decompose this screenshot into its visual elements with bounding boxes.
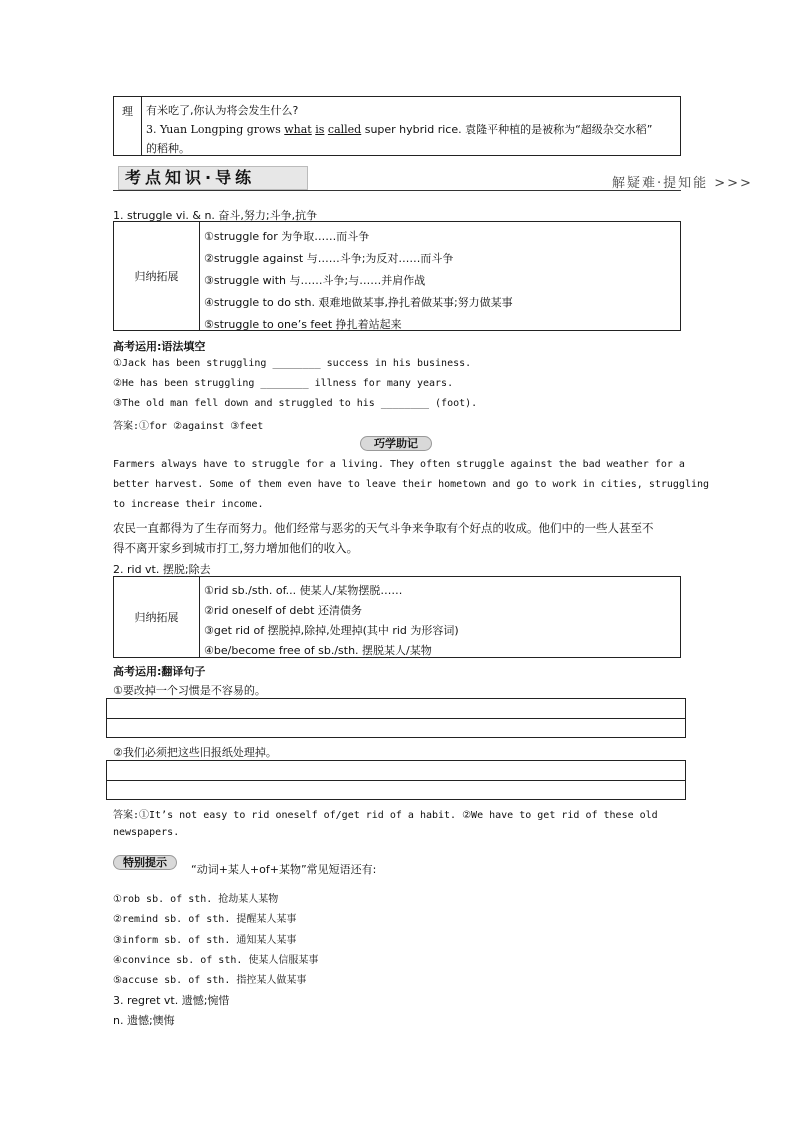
section-1-row-1: ①struggle for 为争取……而斗争 bbox=[204, 230, 370, 243]
section-1-label: 归纳拓展 bbox=[114, 222, 200, 330]
phrase-3: ③inform sb. of sth. 通知某人某事 bbox=[113, 935, 297, 946]
section-banner-title: 考点知识·导练 bbox=[118, 166, 308, 190]
section-2-heading: 2. rid vt. 摆脱;除去 bbox=[113, 563, 211, 576]
translation-question-2: ②我们必须把这些旧报纸处理掉。 bbox=[113, 746, 277, 759]
memory-tip-badge: 巧学助记 bbox=[360, 436, 432, 451]
translation-answer-box-2[interactable] bbox=[106, 760, 686, 800]
translation-answer-box-1[interactable] bbox=[106, 698, 686, 738]
section-1-table bbox=[113, 221, 681, 331]
top-table-left-cell: 理 bbox=[114, 97, 142, 155]
section-2-table bbox=[113, 576, 681, 658]
section-1-answer: 答案:①for ②against ③feet bbox=[113, 421, 264, 432]
top-table-line-3: 的稻种。 bbox=[146, 142, 190, 155]
top-table-content bbox=[146, 101, 674, 158]
section-3-subheading: n. 遗憾;懊悔 bbox=[113, 1014, 175, 1027]
section-2-row-4: ④be/become free of sb./sth. 摆脱某人/某物 bbox=[204, 644, 432, 657]
section-1-row-3: ③struggle with 与……斗争;与……并肩作战 bbox=[204, 274, 426, 287]
special-note-text: “动词+某人+of+某物”常见短语还有: bbox=[191, 863, 377, 876]
top-table-line-2: 3. Yuan Longping grows what is called super hybrid rice. 袁隆平种植的是被称为“超级杂交水稻” bbox=[146, 123, 653, 136]
section-3-heading: 3. regret vt. 遗憾;惋惜 bbox=[113, 994, 230, 1007]
translation-question-1: ①要改掉一个习惯是不容易的。 bbox=[113, 684, 266, 697]
section-1-row-2: ②struggle against 与……斗争;为反对……而斗争 bbox=[204, 252, 454, 265]
memo-en-line-3: to increase their income. bbox=[113, 499, 264, 510]
memo-cn-line-2: 得不离开家乡到城市打工,努力增加他们的收入。 bbox=[113, 541, 359, 555]
phrase-2: ②remind sb. of sth. 提醒某人某事 bbox=[113, 914, 297, 925]
special-note-badge: 特别提示 bbox=[113, 855, 177, 870]
section-2-label: 归纳拓展 bbox=[114, 577, 200, 657]
banner-rule bbox=[113, 190, 681, 191]
memo-en-line-2: better harvest. Some of them even have to leave their hometown and go to work in cities, struggling bbox=[113, 479, 710, 490]
section-banner-subtitle: 解疑难·提知能 >>> bbox=[612, 176, 753, 191]
section-1-row-4: ④struggle to do sth. 艰难地做某事,挣扎着做某事;努力做某事 bbox=[204, 296, 513, 309]
memo-cn-line-1: 农民一直都得为了生存而努力。他们经常与恶劣的天气斗争来争取有个好点的收成。他们中的一些人甚至不 bbox=[113, 521, 654, 535]
section-2-row-1: ①rid sb./sth. of... 使某人/某物摆脱…… bbox=[204, 584, 403, 597]
top-table bbox=[113, 96, 681, 156]
section-1-exercise-2: ②He has been struggling ________ illness for many years. bbox=[113, 378, 454, 389]
phrase-5: ⑤accuse sb. of sth. 指控某人做某事 bbox=[113, 975, 307, 986]
section-2-practice-title: 高考运用:翻译句子 bbox=[113, 665, 206, 678]
section-1-exercise-1: ①Jack has been struggling ________ success in his business. bbox=[113, 358, 472, 369]
memo-en-line-1: Farmers always have to struggle for a living. They often struggle against the bad weather for a bbox=[113, 459, 685, 470]
section-2-row-3: ③get rid of 摆脱掉,除掉,处理掉(其中 rid 为形容词) bbox=[204, 624, 459, 637]
top-table-line-1: 有米吃了,你认为将会发生什么? bbox=[146, 104, 299, 117]
section-1-row-5: ⑤struggle to one’s feet 挣扎着站起来 bbox=[204, 318, 402, 331]
section-2-answer-line-2: newspapers. bbox=[113, 827, 180, 838]
section-1-practice-title: 高考运用:语法填空 bbox=[113, 340, 206, 353]
section-1-heading: 1. struggle vi. & n. 奋斗,努力;斗争,抗争 bbox=[113, 209, 318, 222]
section-2-answer-line-1: 答案:①It’s not easy to rid oneself of/get rid of a habit. ②We have to get rid of these old bbox=[113, 810, 658, 821]
phrase-1: ①rob sb. of sth. 抢劫某人某物 bbox=[113, 894, 279, 905]
section-2-row-2: ②rid oneself of debt 还清债务 bbox=[204, 604, 362, 617]
phrase-4: ④convince sb. of sth. 使某人信服某事 bbox=[113, 955, 319, 966]
section-1-exercise-3: ③The old man fell down and struggled to his ________ (foot). bbox=[113, 398, 478, 409]
